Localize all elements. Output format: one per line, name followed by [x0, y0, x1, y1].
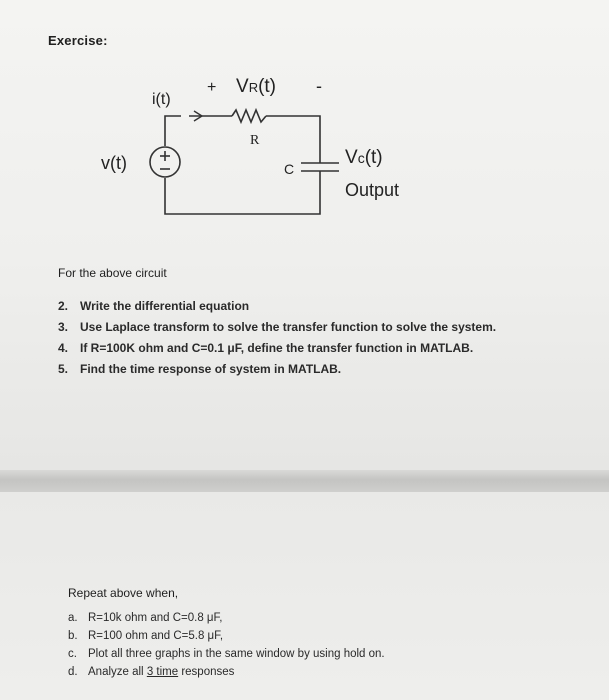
- step-text: If R=100K ohm and C=0.1 μF, define the transfer function in MATLAB.: [80, 341, 474, 355]
- list-item: [58, 338, 496, 359]
- source-voltage-label: v(t): [101, 153, 127, 173]
- list-item: [58, 359, 496, 380]
- list-item: [58, 296, 496, 317]
- sub-item-text-before: Analyze all: [88, 666, 147, 678]
- sub-items-list: [68, 609, 385, 681]
- resistor-plus-sign: +: [207, 79, 217, 96]
- list-item: [68, 663, 385, 681]
- cap-voltage-tail: (t): [364, 147, 383, 168]
- current-label: i(t): [152, 91, 171, 108]
- list-item: [68, 627, 385, 645]
- sub-item-letter: c.: [68, 648, 77, 660]
- list-item: [58, 317, 496, 338]
- step-text: Use Laplace transform to solve the transfer function to solve the system.: [80, 320, 497, 334]
- resistor-minus-sign: -: [316, 76, 322, 96]
- resistor-voltage-main: V: [236, 76, 249, 97]
- step-number: 4.: [58, 341, 69, 355]
- panel-divider: [0, 470, 609, 492]
- resistor-voltage-label: [236, 76, 276, 97]
- top-wire-right: [266, 116, 320, 163]
- repeat-heading: Repeat above when,: [68, 586, 179, 600]
- resistor-voltage-tail: (t): [258, 76, 277, 97]
- top-wire-left: [165, 116, 232, 146]
- exercise-heading: Exercise:: [48, 33, 108, 48]
- step-number: 5.: [58, 362, 69, 376]
- sub-item-text-after: responses: [178, 666, 235, 678]
- bottom-wire: [165, 171, 320, 214]
- intro-text: For the above circuit: [58, 266, 167, 280]
- step-number: 3.: [58, 320, 69, 334]
- list-item: [68, 645, 385, 663]
- cap-voltage-sub: c: [357, 150, 365, 166]
- rc-circuit-diagram: [0, 0, 609, 260]
- resistor-label: R: [250, 133, 260, 148]
- sub-item-text: R=100 ohm and C=5.8 μF,: [88, 630, 224, 642]
- output-label: Output: [345, 180, 400, 200]
- resistor-voltage-sub: R: [248, 80, 259, 95]
- step-text: Find the time response of system in MATLAB.: [80, 362, 342, 376]
- list-item: [68, 609, 385, 627]
- cap-voltage-main: V: [345, 147, 358, 168]
- sub-item-text: Plot all three graphs in the same window by using hold on.: [88, 648, 385, 660]
- sub-item-text: R=10k ohm and C=0.8 μF,: [88, 612, 223, 624]
- sub-item-letter: a.: [68, 612, 78, 624]
- capacitor-label: C: [284, 161, 295, 177]
- sub-item-letter: d.: [68, 666, 78, 678]
- sub-item-letter: b.: [68, 630, 78, 642]
- step-text: Write the differential equation: [80, 299, 250, 313]
- step-number: 2.: [58, 299, 69, 313]
- sub-item-text-underlined: 3 time: [146, 666, 179, 678]
- capacitor-voltage-label: [345, 147, 383, 168]
- steps-list: [58, 296, 496, 380]
- resistor-zigzag: [232, 110, 266, 122]
